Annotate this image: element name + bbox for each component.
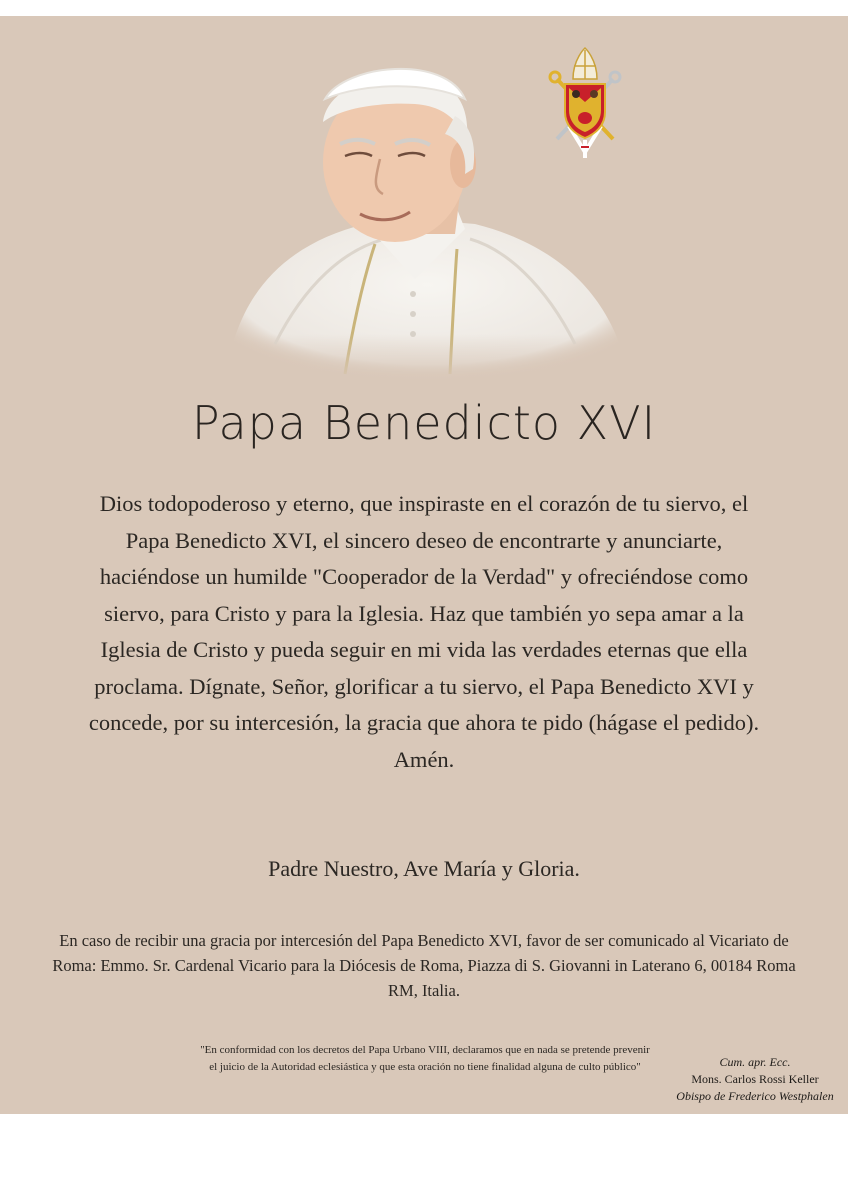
approval-line-2: Mons. Carlos Rossi Keller — [691, 1072, 819, 1086]
approval-line-1: Cum. apr. Ecc. — [719, 1055, 791, 1069]
prayer-amen: Amén. — [393, 746, 455, 772]
prayer-body: Dios todopoderoso y eterno, que inspiraste en el corazón de tu siervo, el Papa Benedicto XVI, el sincero deseo de encontrarte y anunciarte, haciéndose un humilde "Cooperador de la Verdad" y ofreciéndose como siervo, para Cristo y para la Iglesia. Haz que también yo sepa amar a la Iglesia de Cristo y pueda seguir en mi vida las verdades eternas que ella proclama. Dígnate, Señor, glorificar a tu siervo, el Papa Benedicto XVI y concede, por su intercesión, la gracia que ahora te pido (hágase el pedido). — [88, 491, 760, 735]
ecclesiastical-approval — [670, 1054, 840, 1105]
page-title: Papa Benedicto XVI — [191, 396, 657, 450]
approval-line-3: Obispo de Frederico Westphalen — [676, 1089, 834, 1103]
prayer-card — [0, 16, 848, 1114]
papal-coat-of-arms-icon — [547, 44, 623, 160]
prayer-text — [80, 486, 768, 778]
grace-notice: En caso de recibir una gracia por intercesión del Papa Benedicto XVI, favor de ser comunicado al Vicariato de Roma: Emmo. Sr. Cardenal Vicario para la Diócesis de Roma, Piazza di S. Giovanni in Laterano 6, 00184 Roma RM, Italia. — [52, 931, 796, 1000]
decree-disclaimer: "En conformidad con los decretos del Papa Urbano VIII, declaramos que en nada se pretende prevenir el juicio de la Autoridad eclesiástica y que esta oración no tiene finalidad alguna de culto público" — [200, 1044, 650, 1073]
closing-prayers: Padre Nuestro, Ave María y Gloria. — [268, 856, 580, 881]
